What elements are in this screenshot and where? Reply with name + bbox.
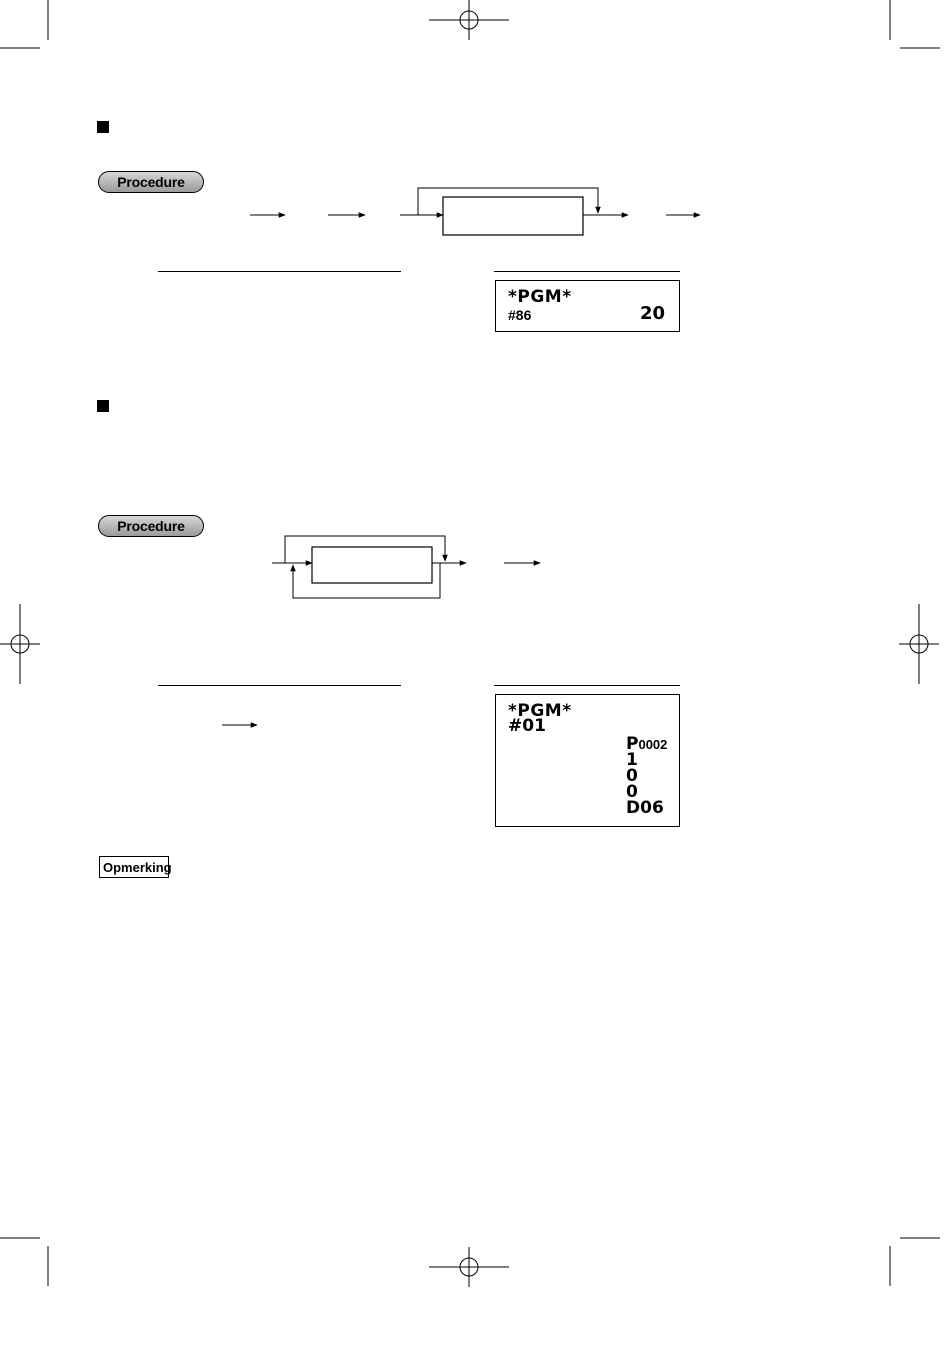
print-rule-2	[494, 685, 680, 686]
print-rule-1	[494, 271, 680, 272]
display-line-2: 1	[626, 750, 638, 770]
procedure-diagram-2	[222, 536, 540, 725]
procedure-diagram-1	[250, 188, 700, 235]
display-code: #86	[508, 307, 532, 323]
procedure-badge-1	[98, 171, 204, 193]
note-tag	[99, 856, 172, 878]
display-title: *PGM*	[508, 287, 572, 307]
section-2-bullet	[97, 400, 109, 412]
procedure-badge-label: Procedure	[117, 174, 185, 190]
display-value: 20	[639, 303, 665, 324]
display-line-4: 0	[626, 782, 638, 802]
procedure-badge-2	[98, 515, 204, 537]
display-code: #01	[508, 716, 546, 736]
display-title: *PGM*	[508, 701, 572, 721]
display-line-1: P0002	[626, 734, 668, 754]
section-1-bullet	[97, 121, 109, 133]
note-tag-label: Opmerking	[103, 859, 172, 875]
display-line-5: D06	[626, 798, 664, 818]
display-line-3: 0	[626, 766, 638, 786]
key-operation-rule-1	[158, 271, 401, 272]
print-display-1	[495, 280, 680, 332]
print-display-2	[495, 694, 680, 827]
procedure-badge-label: Procedure	[117, 518, 185, 534]
key-operation-rule-2	[158, 685, 401, 686]
